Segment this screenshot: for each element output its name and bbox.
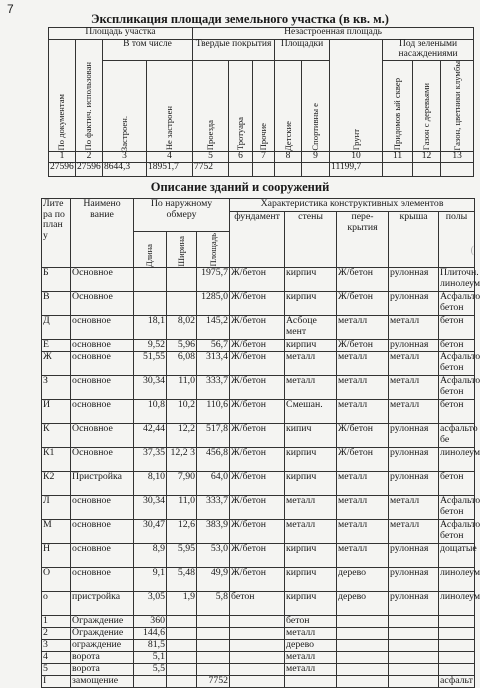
area-value: 18951,7 — [147, 162, 193, 176]
litera-cell: К2 — [42, 472, 71, 496]
col-lawn-trees: Газон с деревьями — [421, 83, 432, 151]
area-cell: 383,9 — [197, 520, 230, 544]
area-value — [413, 162, 441, 176]
col-lawn-flowers: Газон, цветники клумбы — [451, 60, 462, 151]
walls-cell: металл — [285, 496, 337, 520]
walls-cell: бетон — [285, 616, 337, 628]
header-name: Наимено вание — [71, 199, 134, 268]
header-green-spaces: Под зелеными насаждениями — [383, 40, 474, 61]
flooring-cell: бетон — [439, 472, 475, 496]
length-cell: 42,44 — [134, 424, 167, 448]
area-value — [229, 162, 253, 176]
name-cell: Основное — [71, 268, 134, 292]
table-row — [42, 568, 475, 592]
table-row — [42, 292, 475, 316]
roof-cell: рулонная — [389, 472, 439, 496]
length-cell: 9,1 — [134, 568, 167, 592]
roof-cell: металл — [389, 316, 439, 340]
col-sidewalk: Тротуара — [235, 117, 246, 151]
table-row — [42, 628, 475, 640]
col-soil: Грунт — [350, 129, 361, 151]
column-number: 3 — [103, 151, 147, 162]
col-kids: Детские — [282, 120, 293, 151]
flooring-cell: Плиточн. линолеум — [439, 268, 475, 292]
buildings-title: Описание зданий и сооружений — [150, 180, 330, 194]
area-value: 7752 — [193, 162, 229, 176]
width-cell: 10,2 — [167, 400, 197, 424]
walls-cell: кирпич — [285, 292, 337, 316]
length-cell: 5,5 — [134, 664, 167, 676]
buildings-table — [41, 198, 480, 688]
width-cell: 12,6 — [167, 520, 197, 544]
walls-cell: кирпич — [285, 268, 337, 292]
table-row — [42, 520, 475, 544]
length-cell — [134, 676, 167, 688]
foundation-cell: Ж/бетон — [230, 376, 285, 400]
name-cell: ворота — [71, 664, 134, 676]
table-row — [42, 496, 475, 520]
header-foundation: фундамент — [230, 212, 285, 268]
walls-cell: кипич — [285, 424, 337, 448]
name-cell: основное — [71, 568, 134, 592]
floors-cell: Ж/бетон — [337, 448, 389, 472]
length-cell: 8,10 — [134, 472, 167, 496]
walls-cell: Асбоце мент — [285, 316, 337, 340]
flooring-cell — [439, 640, 475, 652]
length-cell: 10,8 — [134, 400, 167, 424]
length-cell: 30,34 — [134, 376, 167, 400]
foundation-cell — [230, 652, 285, 664]
roof-cell: рулонная — [389, 544, 439, 568]
area-cell: 1285,0 — [197, 292, 230, 316]
width-cell: 6,08 — [167, 352, 197, 376]
walls-cell: кирпич — [285, 544, 337, 568]
floors-cell — [337, 664, 389, 676]
col-sport: Спортивны е — [310, 103, 321, 151]
floors-cell: металл — [337, 544, 389, 568]
roof-cell: металл — [389, 352, 439, 376]
foundation-cell: Ж/бетон — [230, 316, 285, 340]
walls-cell: металл — [285, 352, 337, 376]
roof-cell: рулонная — [389, 424, 439, 448]
column-number: 11 — [383, 151, 413, 162]
width-cell — [167, 268, 197, 292]
area-value — [383, 162, 413, 176]
walls-cell: металл — [285, 664, 337, 676]
width-cell: 11,0 — [167, 496, 197, 520]
column-number: 7 — [253, 151, 275, 162]
foundation-cell: Ж/бетон — [230, 496, 285, 520]
name-cell: основное — [71, 400, 134, 424]
litera-cell: Е — [42, 340, 71, 352]
flooring-cell: асфальт — [440, 675, 473, 686]
name-cell: ворота — [71, 652, 134, 664]
foundation-cell — [230, 664, 285, 676]
width-cell — [167, 664, 197, 676]
header-outer-measure: По наружному обмеру — [134, 199, 230, 232]
table-row — [42, 676, 475, 688]
floors-cell — [337, 616, 389, 628]
values-row — [49, 162, 474, 176]
width-cell: 8,02 — [167, 316, 197, 340]
column-numbers-row — [49, 151, 474, 162]
walls-cell: металл — [285, 628, 337, 640]
foundation-cell: Ж/бетон — [230, 520, 285, 544]
flooring-cell: бетон — [439, 400, 475, 424]
area-value — [441, 162, 474, 176]
litera-cell: Д — [42, 316, 71, 340]
roof-cell: металл — [389, 376, 439, 400]
column-number: 2 — [76, 151, 103, 162]
name-cell: Основное — [71, 424, 134, 448]
area-cell: 110,6 — [197, 400, 230, 424]
flooring-cell: бетон — [439, 316, 475, 340]
length-cell: 144,6 — [134, 628, 167, 640]
flooring-cell: линолеум — [439, 568, 475, 592]
walls-cell: дерево — [285, 640, 337, 652]
litera-cell: 5 — [42, 664, 71, 676]
name-cell: замощение — [71, 676, 134, 688]
litera-cell: З — [42, 376, 71, 400]
flooring-cell: Асфальто бетон — [439, 376, 475, 400]
area-cell: 5,8 — [197, 592, 230, 616]
margin-mark: ( — [470, 245, 474, 256]
width-cell — [167, 616, 197, 628]
walls-cell: кирпич — [285, 592, 337, 616]
floors-cell: металл — [337, 400, 389, 424]
litera-cell: 1 — [42, 616, 71, 628]
table-row — [42, 400, 475, 424]
width-cell — [167, 652, 197, 664]
floors-cell: дерево — [337, 568, 389, 592]
foundation-cell: Ж/бетон — [230, 424, 285, 448]
roof-cell — [389, 628, 439, 640]
table-row — [42, 340, 475, 352]
floors-cell: Ж/бетон — [337, 424, 389, 448]
roof-cell: рулонная — [389, 448, 439, 472]
foundation-cell — [230, 616, 285, 628]
length-cell: 9,52 — [134, 340, 167, 352]
col-actual-use: По фактич. использован — [83, 62, 94, 151]
area-cell: 56,7 — [197, 340, 230, 352]
width-cell: 5,96 — [167, 340, 197, 352]
roof-cell — [389, 652, 439, 664]
litera-cell: Ж — [42, 352, 71, 376]
area-cell: 49,9 — [197, 568, 230, 592]
floors-cell — [337, 652, 389, 664]
area-cell: 53,0 — [197, 544, 230, 568]
floors-cell — [337, 640, 389, 652]
foundation-cell: Ж/бетон — [230, 544, 285, 568]
table-row — [42, 472, 475, 496]
floors-cell: Ж/бетон — [337, 292, 389, 316]
header-roof: крыша — [389, 212, 439, 268]
width-cell: 5,48 — [167, 568, 197, 592]
floors-cell: металл — [337, 520, 389, 544]
foundation-cell: Ж/бетон — [230, 340, 285, 352]
name-cell: основное — [71, 520, 134, 544]
land-explication-title: Экспликация площади земельного участка (в кв. м.) — [91, 12, 389, 26]
width-cell: 11,0 — [167, 376, 197, 400]
litera-cell: 4 — [42, 652, 71, 664]
table-row — [42, 640, 475, 652]
col-by-documents: По документам — [56, 94, 67, 151]
roof-cell: рулонная — [389, 568, 439, 592]
area-value: 27596 — [76, 162, 103, 176]
area-value: 27596 — [49, 162, 76, 176]
walls-cell: кирпич — [285, 340, 337, 352]
walls-cell — [285, 676, 337, 688]
header-including: В том числе — [103, 40, 193, 61]
litera-cell: I — [42, 676, 71, 688]
litera-cell: И — [42, 400, 71, 424]
area-cell: 64,0 — [197, 472, 230, 496]
land-explication-table — [48, 27, 474, 177]
floors-cell: Ж/бетон — [337, 268, 389, 292]
name-cell: основное — [71, 496, 134, 520]
flooring-cell: Асфальто бетон — [439, 292, 475, 316]
litera-cell: 3 — [42, 640, 71, 652]
walls-cell: кирпич — [285, 472, 337, 496]
floors-cell: металл — [337, 496, 389, 520]
flooring-cell: линолеум — [439, 448, 475, 472]
flooring-cell — [439, 628, 475, 640]
col-garden: Придомов ый сквер — [392, 78, 403, 151]
col-area: Площадь — [207, 233, 218, 267]
col-width: Ширина — [175, 236, 186, 267]
header-litera: Лите ра по план у — [42, 199, 71, 268]
name-cell: основное — [71, 544, 134, 568]
area-cell — [197, 628, 230, 640]
area-cell: 145,2 — [197, 316, 230, 340]
floors-cell: металл — [337, 352, 389, 376]
page-number: 7 — [7, 2, 14, 16]
area-cell: 333,7 — [197, 376, 230, 400]
roof-cell: металл — [389, 496, 439, 520]
area-cell — [197, 652, 230, 664]
foundation-cell — [230, 676, 285, 688]
roof-cell: рулонная — [389, 268, 439, 292]
flooring-cell: Асфальто бетон — [439, 496, 475, 520]
name-cell: Ограждение — [71, 628, 134, 640]
column-number: 1 — [49, 151, 76, 162]
roof-cell — [389, 664, 439, 676]
roof-cell: металл — [389, 400, 439, 424]
area-cell: 333,7 — [197, 496, 230, 520]
roof-cell: рулонная — [389, 340, 439, 352]
flooring-cell: Асфальто бетон — [439, 352, 475, 376]
header-floors: пере- крытия — [337, 212, 389, 268]
length-cell: 360 — [134, 616, 167, 628]
area-value — [302, 162, 330, 176]
table-row — [42, 592, 475, 616]
length-cell: 5,1 — [134, 652, 167, 664]
litera-cell: К — [42, 424, 71, 448]
length-cell — [134, 268, 167, 292]
area-cell — [197, 640, 230, 652]
walls-cell: металл — [285, 520, 337, 544]
litera-cell: 2 — [42, 628, 71, 640]
flooring-cell: асфальто бе — [439, 424, 475, 448]
area-value — [275, 162, 302, 176]
flooring-cell — [439, 616, 475, 628]
name-cell: основное — [71, 352, 134, 376]
column-number: 9 — [302, 151, 330, 162]
area-cell — [197, 664, 230, 676]
col-driveway: Проезда — [205, 120, 216, 151]
table-row — [42, 664, 475, 676]
flooring-cell — [439, 664, 475, 676]
litera-cell: о — [42, 592, 71, 616]
column-number: 13 — [441, 151, 474, 162]
flooring-cell: линолеум — [439, 592, 475, 616]
flooring-cell: Асфальто бетон — [439, 520, 475, 544]
area-cell — [197, 616, 230, 628]
width-cell: 7,90 — [167, 472, 197, 496]
column-number: 4 — [147, 151, 193, 162]
table-row — [42, 544, 475, 568]
name-cell: пристройка — [71, 592, 134, 616]
table-row — [42, 448, 475, 472]
column-number: 5 — [193, 151, 229, 162]
length-cell: 30,47 — [134, 520, 167, 544]
area-cell: 313,4 — [197, 352, 230, 376]
flooring-cell — [439, 652, 475, 664]
area-value: 11199,7 — [330, 162, 383, 176]
name-cell: Основное — [71, 292, 134, 316]
litera-cell: Б — [42, 268, 71, 292]
floors-cell: металл — [337, 472, 389, 496]
width-cell: 1,9 — [167, 592, 197, 616]
name-cell: Ограждение — [71, 616, 134, 628]
table-row — [42, 268, 475, 292]
area-cell: 1975,7 — [197, 268, 230, 292]
litera-cell: В — [42, 292, 71, 316]
column-number: 6 — [229, 151, 253, 162]
length-cell: 8,9 — [134, 544, 167, 568]
roof-cell: рулонная — [389, 292, 439, 316]
litera-cell: Н — [42, 544, 71, 568]
floors-cell: Ж/бетон — [337, 340, 389, 352]
length-cell: 3,05 — [134, 592, 167, 616]
flooring-cell: бетон — [439, 340, 475, 352]
table-row — [42, 352, 475, 376]
col-other: Прочие — [258, 123, 269, 151]
header-unbuilt-area: Незастроенная площадь — [193, 28, 474, 40]
litera-cell: О — [42, 568, 71, 592]
foundation-cell — [230, 640, 285, 652]
foundation-cell: Ж/бетон — [230, 292, 285, 316]
header-flooring: полы — [439, 212, 475, 268]
foundation-cell — [230, 628, 285, 640]
name-cell: Пристройка — [71, 472, 134, 496]
foundation-cell: Ж/бетон — [230, 400, 285, 424]
walls-cell: кирпич — [285, 568, 337, 592]
width-cell — [167, 628, 197, 640]
name-cell: основное — [71, 340, 134, 352]
foundation-cell: Ж/бетон — [230, 448, 285, 472]
col-built: Застроен. — [118, 115, 129, 151]
length-cell: 51,55 — [134, 352, 167, 376]
foundation-cell: Ж/бетон — [230, 352, 285, 376]
litera-cell: М — [42, 520, 71, 544]
foundation-cell: бетон — [230, 592, 285, 616]
column-number: 12 — [413, 151, 441, 162]
width-cell: 5,95 — [167, 544, 197, 568]
walls-cell: Смешан. — [285, 400, 337, 424]
foundation-cell: Ж/бетон — [230, 472, 285, 496]
area-cell: 7752 — [197, 676, 230, 688]
length-cell — [134, 292, 167, 316]
width-cell: 12,2 — [167, 424, 197, 448]
length-cell: 30,34 — [134, 496, 167, 520]
width-cell — [167, 292, 197, 316]
col-length: Длина — [144, 243, 155, 267]
floors-cell — [337, 628, 389, 640]
name-cell: основное — [71, 376, 134, 400]
col-unbuilt: Не застроен — [164, 106, 175, 151]
foundation-cell: Ж/бетон — [230, 568, 285, 592]
floors-cell: дерево — [337, 592, 389, 616]
litera-cell: Л — [42, 496, 71, 520]
roof-cell — [389, 640, 439, 652]
walls-cell: кирпич — [285, 448, 337, 472]
table-row — [42, 376, 475, 400]
roof-cell: металл — [389, 520, 439, 544]
column-number: 8 — [275, 151, 302, 162]
name-cell: ограждение — [71, 640, 134, 652]
floors-cell — [337, 676, 389, 688]
name-cell: основное — [71, 316, 134, 340]
roof-cell — [389, 676, 439, 688]
table-row — [42, 616, 475, 628]
walls-cell: металл — [285, 376, 337, 400]
floors-cell: металл — [337, 316, 389, 340]
walls-cell: металл — [285, 652, 337, 664]
area-cell: 456,8 — [197, 448, 230, 472]
width-cell: 12,2 3 — [167, 448, 197, 472]
litera-cell: К1 — [42, 448, 71, 472]
header-hard-surfaces: Твердые покрытия — [193, 40, 275, 61]
header-playgrounds: Площадки — [275, 40, 330, 61]
length-cell: 81,5 — [134, 640, 167, 652]
flooring-cell: дощатые — [439, 544, 475, 568]
area-value: 8644,3 — [103, 162, 147, 176]
table-row — [42, 316, 475, 340]
column-number: 10 — [330, 151, 383, 162]
foundation-cell: Ж/бетон — [230, 268, 285, 292]
header-plot-area: Площадь участка — [49, 28, 193, 40]
area-cell: 517,8 — [197, 424, 230, 448]
area-value — [253, 162, 275, 176]
roof-cell — [389, 616, 439, 628]
roof-cell: рулонная — [389, 592, 439, 616]
header-walls: стены — [285, 212, 337, 268]
table-row — [42, 652, 475, 664]
length-cell: 18,1 — [134, 316, 167, 340]
table-row — [42, 424, 475, 448]
header-structural: Характеристика конструктивных элементов — [230, 199, 475, 212]
width-cell — [167, 640, 197, 652]
floors-cell: металл — [337, 376, 389, 400]
name-cell: Основное — [71, 448, 134, 472]
length-cell: 37,35 — [134, 448, 167, 472]
width-cell — [167, 676, 197, 688]
